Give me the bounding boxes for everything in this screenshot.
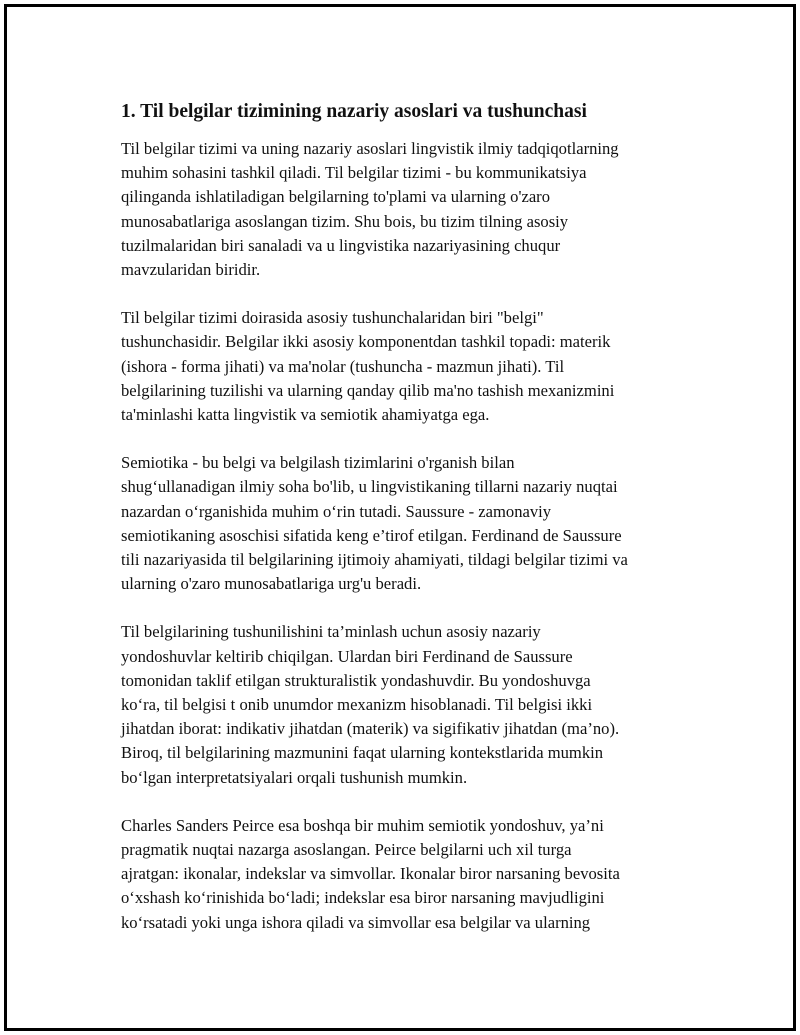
text-line: belgilarining tuzilishi va ularning qanday qilib ma'no tashish mexanizmini bbox=[121, 380, 615, 400]
paragraph bbox=[121, 814, 701, 935]
text-line: shug‘ullanadigan ilmiy soha bo'lib, u lingvistikaning tillarni nazariy nuqtai bbox=[121, 477, 618, 497]
text-line: qilinganda ishlatiladigan belgilarning to'plami va ularning o'zaro bbox=[121, 187, 551, 207]
text-line: ko‘ra, til belgisi t onib unumdor mexanizm hisoblanadi. Til belgisi ikki bbox=[121, 695, 593, 715]
text-line: yondoshuvlar keltirib chiqilgan. Ulardan biri Ferdinand de Saussure bbox=[121, 646, 573, 666]
text-line: semiotikaning asoschisi sifatida keng e’tirof etilgan. Ferdinand de Saussure bbox=[121, 525, 622, 545]
text-line: ajratgan: ikonalar, indekslar va simvollar. Ikonalar biror narsaning bevosita bbox=[121, 864, 620, 884]
paragraph-list bbox=[121, 137, 701, 935]
text-line: tuzilmalaridan biri sanaladi va u lingvistika nazariyasining chuqur bbox=[121, 235, 561, 255]
document-body bbox=[121, 99, 701, 959]
text-line: tili nazariyasida til belgilarining ijtimoiy ahamiyati, tildagi belgilar tizimi va bbox=[121, 550, 628, 570]
text-line: Semiotika - bu belgi va belgilash tizimlarini o'rganish bilan bbox=[121, 453, 515, 473]
text-line: o‘xshash ko‘rinishida bo‘ladi; indekslar esa biror narsaning mavjudligini bbox=[121, 888, 605, 908]
section-title: 1. Til belgilar tizimining nazariy asoslari va tushunchasi bbox=[121, 101, 587, 122]
paragraph bbox=[121, 620, 701, 789]
text-line: Til belgilar tizimi doirasida asosiy tushunchalaridan biri "belgi" bbox=[121, 308, 544, 328]
text-line: Til belgilarining tushunilishini ta’minlash uchun asosiy nazariy bbox=[121, 622, 541, 642]
page-frame bbox=[4, 4, 796, 1031]
text-line: Biroq, til belgilarining mazmunini faqat ularning kontekstlarida mumkin bbox=[121, 743, 604, 763]
text-line: tushunchasidir. Belgilar ikki asosiy komponentdan tashkil topadi: materik bbox=[121, 332, 611, 352]
text-line: tomonidan taklif etilgan strukturalistik yondashuvdir. Bu yondoshuvga bbox=[121, 670, 591, 690]
paragraph bbox=[121, 451, 701, 596]
text-line: bo‘lgan interpretatsiyalari orqali tushunish mumkin. bbox=[121, 767, 468, 787]
text-line: Til belgilar tizimi va uning nazariy asoslari lingvistik ilmiy tadqiqotlarning bbox=[121, 139, 619, 158]
paragraph bbox=[121, 137, 701, 282]
text-line: pragmatik nuqtai nazarga asoslangan. Peirce belgilarni uch xil turga bbox=[121, 840, 572, 860]
text-line: ko‘rsatadi yoki unga ishora qiladi va simvollar esa belgilar va ularning bbox=[121, 912, 591, 932]
text-line: ularning o'zaro munosabatlariga urg'u beradi. bbox=[121, 574, 422, 594]
text-line: muhim sohasini tashkil qiladi. Til belgilar tizimi - bu kommunikatsiya bbox=[121, 163, 587, 183]
text-line: munosabatlariga asoslangan tizim. Shu bois, bu tizim tilning asosiy bbox=[121, 211, 569, 231]
text-line: ta'minlashi katta lingvistik va semiotik ahamiyatga ega. bbox=[121, 405, 490, 425]
text-line: jihatdan iborat: indikativ jihatdan (materik) va sigifikativ jihatdan (ma’no). bbox=[121, 719, 620, 739]
text-line: Charles Sanders Peirce esa boshqa bir muhim semiotik yondoshuv, ya’ni bbox=[121, 815, 604, 835]
text-line: mavzularidan biridir. bbox=[121, 260, 261, 280]
paragraph bbox=[121, 306, 701, 427]
text-line: (ishora - forma jihati) va ma'nolar (tushuncha - mazmun jihati). Til bbox=[121, 356, 565, 376]
text-line: nazardan o‘rganishida muhim o‘rin tutadi. Saussure - zamonaviy bbox=[121, 501, 552, 521]
